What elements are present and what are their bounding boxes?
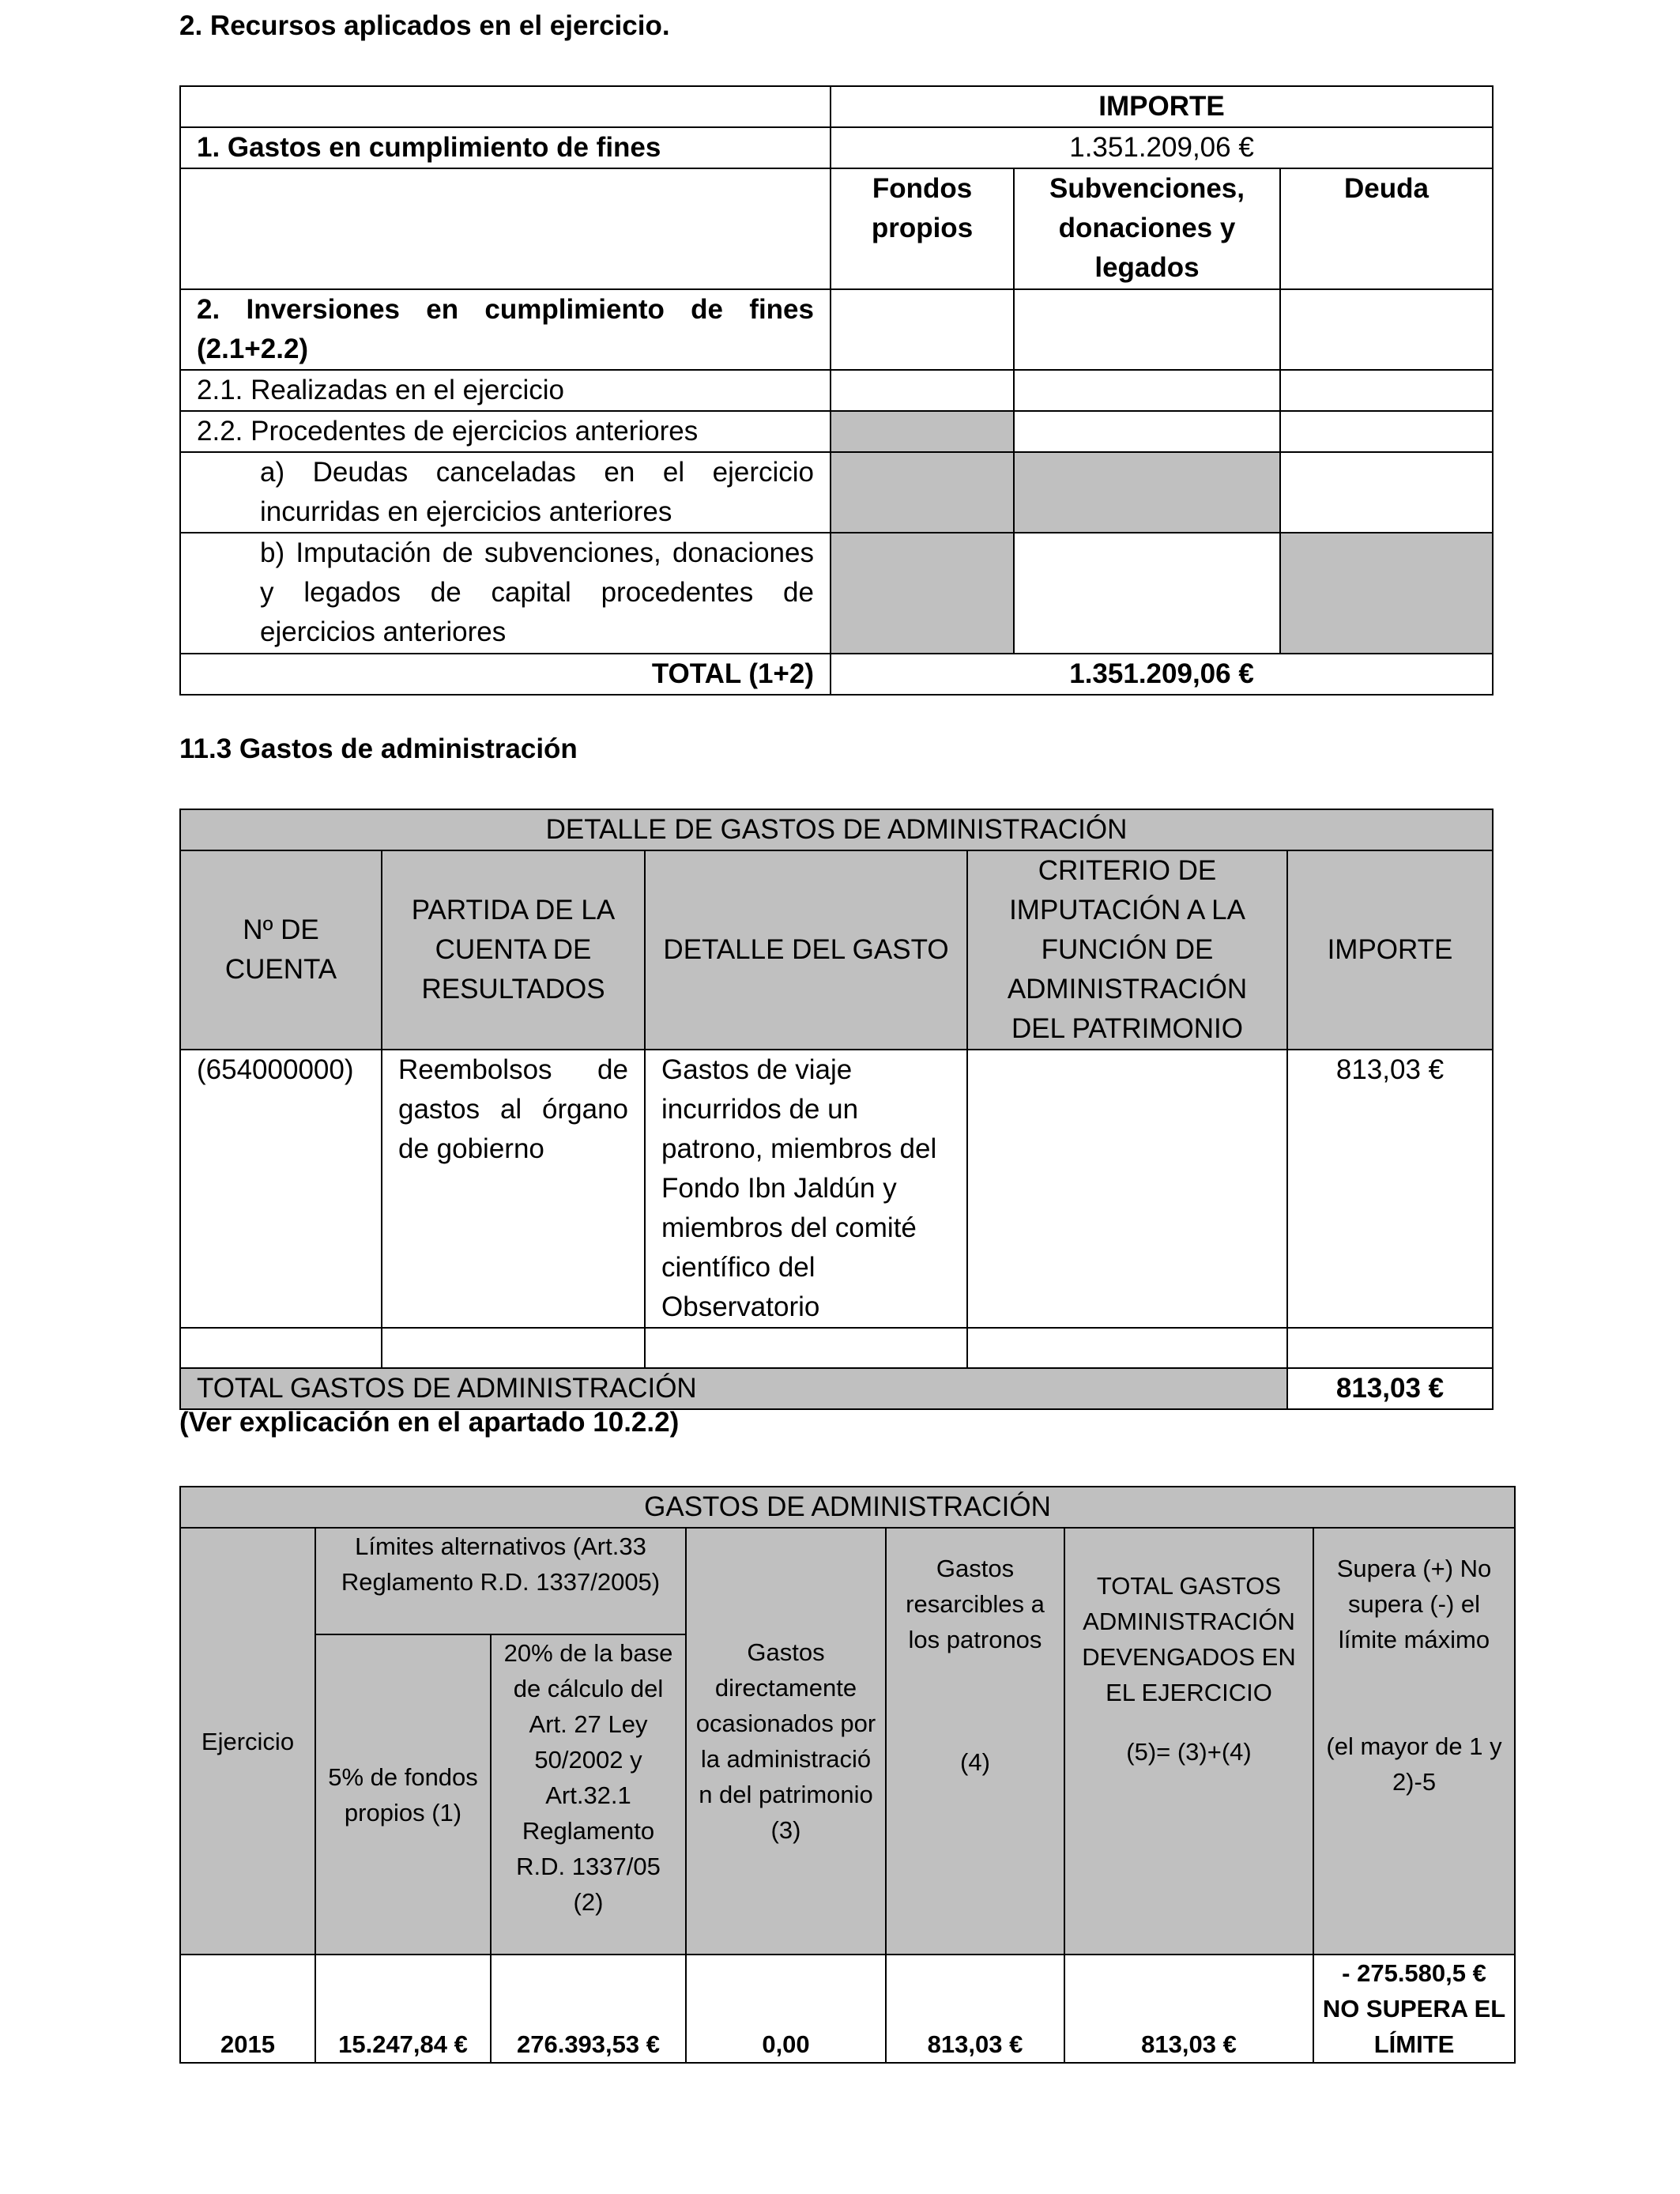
supera-text: NO SUPERA EL LÍMITE — [1322, 1995, 1506, 2058]
cell — [1280, 411, 1493, 452]
col-deuda: Deuda — [1280, 168, 1493, 289]
total-main: TOTAL GASTOS ADMINISTRACIÓN DEVENGADOS EN EL EJERCICIO — [1082, 1572, 1296, 1706]
header-detalle: DETALLE DEL GASTO — [645, 850, 967, 1050]
cell — [1014, 370, 1280, 411]
header-20pct: 20% de la base de cálculo del Art. 27 Ley 50/2002 y Art.32.1 Reglamento R.D. 1337/05 (2) — [491, 1634, 686, 1955]
header-resarcibles — [886, 1528, 1064, 1955]
shaded-cell — [831, 452, 1014, 533]
section-2-heading: 2. Recursos aplicados en el ejercicio. — [179, 10, 670, 41]
resarcibles-ref: (4) — [960, 1748, 990, 1776]
detalle-gastos-table — [179, 809, 1494, 1410]
cell — [382, 1328, 645, 1368]
shaded-cell — [831, 411, 1014, 452]
cell — [967, 1328, 1287, 1368]
total-label: TOTAL (1+2) — [180, 654, 831, 695]
procedentes-label: 2.2. Procedentes de ejercicios anteriores — [180, 411, 831, 452]
row-resarcibles: 813,03 € — [886, 1955, 1064, 2063]
cell — [1014, 411, 1280, 452]
gastos-fines-label: 1. Gastos en cumplimiento de fines — [180, 127, 831, 168]
supera-value: - 275.580,5 € — [1342, 1959, 1486, 1987]
cell — [1014, 533, 1280, 654]
section-11-3-heading: 11.3 Gastos de administración — [179, 733, 578, 764]
total-value: 1.351.209,06 € — [831, 654, 1493, 695]
cell — [1280, 452, 1493, 533]
inversiones-fines-label: 2. Inversiones en cumplimiento de fines (2.1+2.2) — [180, 289, 831, 370]
header-limites: Límites alternativos (Art.33 Reglamento R.D. 1337/2005) — [315, 1528, 686, 1634]
header-5pct: 5% de fondos propios (1) — [315, 1634, 491, 1955]
gastos-fines-value: 1.351.209,06 € — [831, 127, 1493, 168]
empty-header-cell — [180, 86, 831, 127]
detalle-title: DETALLE DE GASTOS DE ADMINISTRACIÓN — [180, 809, 1493, 850]
cell — [831, 370, 1014, 411]
row-ejercicio: 2015 — [180, 1955, 315, 2063]
header-total — [1064, 1528, 1313, 1955]
importe-header: IMPORTE — [831, 86, 1493, 127]
row-directos: 0,00 — [686, 1955, 886, 2063]
detalle-value: Gastos de viaje incurridos de un patrono, miembros del Fondo Ibn Jaldún y miembros del comité científico del Observatorio — [645, 1050, 967, 1328]
partida-value: Reembolsos de gastos al órgano de gobierno — [382, 1050, 645, 1328]
shaded-cell — [1280, 533, 1493, 654]
total-gastos-label: TOTAL GASTOS DE ADMINISTRACIÓN — [180, 1368, 1287, 1409]
cell — [1014, 289, 1280, 370]
gastos-administracion-table — [179, 1486, 1516, 2064]
criterio-value — [967, 1050, 1287, 1328]
header-importe: IMPORTE — [1287, 850, 1493, 1050]
cell — [645, 1328, 967, 1368]
col-fondos-propios: Fondos propios — [831, 168, 1014, 289]
header-ejercicio: Ejercicio — [180, 1528, 315, 1955]
shaded-cell — [831, 533, 1014, 654]
header-supera — [1313, 1528, 1515, 1955]
header-criterio: CRITERIO DE IMPUTACIÓN A LA FUNCIÓN DE ADMINISTRACIÓN DEL PATRIMONIO — [967, 850, 1287, 1050]
cell — [180, 1328, 382, 1368]
imputacion-subvenciones-label: b) Imputación de subvenciones, donaciones y legados de capital procedentes de ejercicios anteriores — [180, 533, 831, 654]
header-directos: Gastos directamente ocasionados por la administració n del patrimonio (3) — [686, 1528, 886, 1955]
row-fondos-5: 15.247,84 € — [315, 1955, 491, 2063]
col-subvenciones: Subvenciones, donaciones y legados — [1014, 168, 1280, 289]
realizadas-label: 2.1. Realizadas en el ejercicio — [180, 370, 831, 411]
row-base-20: 276.393,53 € — [491, 1955, 686, 2063]
cell — [831, 289, 1014, 370]
supera-main: Supera (+) No supera (-) el límite máximo — [1336, 1555, 1492, 1653]
row-total: 813,03 € — [1064, 1955, 1313, 2063]
total-ref: (5)= (3)+(4) — [1126, 1738, 1252, 1766]
cell — [1280, 370, 1493, 411]
importe-value: 813,03 € — [1287, 1050, 1493, 1328]
header-partida: PARTIDA DE LA CUENTA DE RESULTADOS — [382, 850, 645, 1050]
explicacion-note: (Ver explicación en el apartado 10.2.2) — [179, 1407, 680, 1438]
recursos-aplicados-table — [179, 85, 1494, 696]
cell — [1287, 1328, 1493, 1368]
gastos-admin-title: GASTOS DE ADMINISTRACIÓN — [180, 1487, 1515, 1528]
deudas-canceladas-label: a) Deudas canceladas en el ejercicio incurridas en ejercicios anteriores — [180, 452, 831, 533]
resarcibles-main: Gastos resarcibles a los patronos — [906, 1555, 1045, 1653]
total-gastos-value: 813,03 € — [1287, 1368, 1493, 1409]
cuenta-value: (654000000) — [180, 1050, 382, 1328]
row-supera — [1313, 1955, 1515, 2063]
supera-ref: (el mayor de 1 y 2)-5 — [1326, 1732, 1502, 1796]
header-cuenta: Nº DE CUENTA — [180, 850, 382, 1050]
cell — [1280, 289, 1493, 370]
shaded-cell — [1014, 452, 1280, 533]
empty-subheader-cell — [180, 168, 831, 289]
